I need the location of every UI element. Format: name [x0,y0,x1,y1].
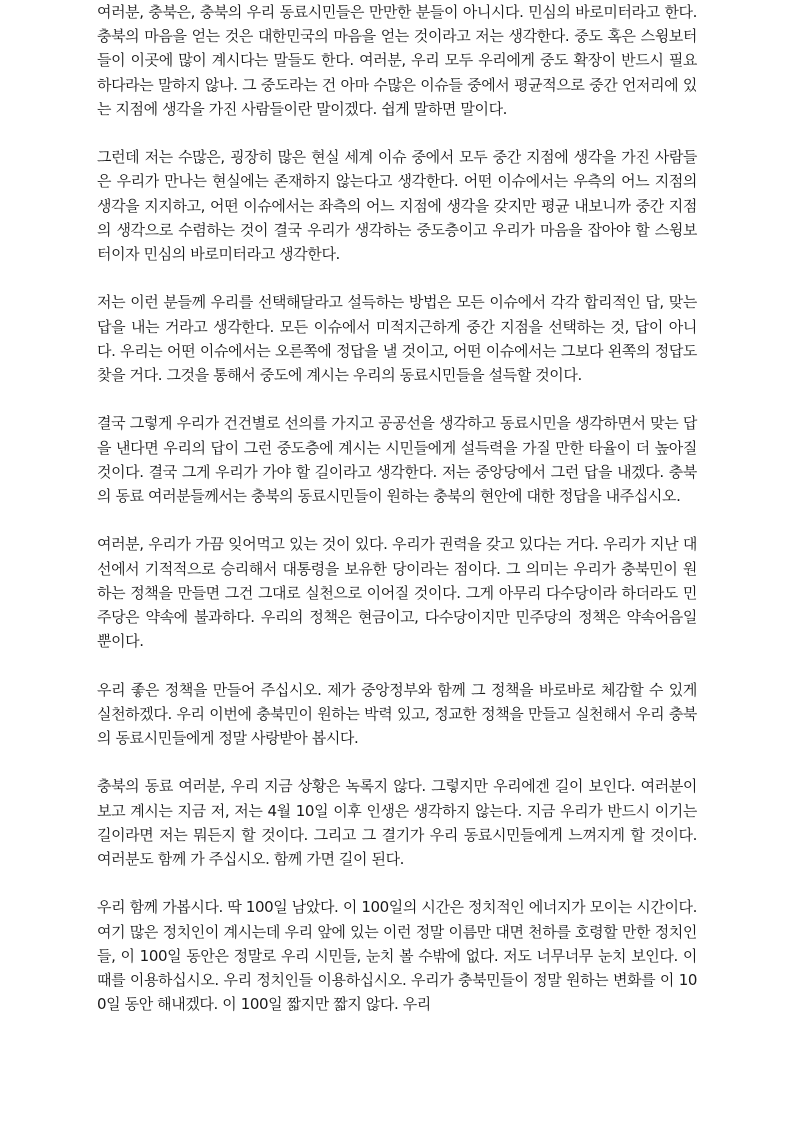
paragraph: 우리 함께 가봅시다. 딱 100일 남았다. 이 100일의 시간은 정치적인 에너지가 모이는 시간이다. 여기 많은 정치인이 계시는데 우리 앞에 있는 이런 정말 이름만 대면 천하를 호령할 만한 정치인들, 이 100일 동안은 정말로 우리 시민들, 눈치 볼 수밖에 없다. 저도 너무너무 눈치 보인다. 이때를 이용하십시오. 우리 정치인들 이용하십시오. 우리가 충북민들이 정말 원하는 변화를 이 100일 동안 해내겠다. 이 100일 짧지만 짧지 않다. 우리 [97,898,697,1014]
paragraph: 결국 그렇게 우리가 건건별로 선의를 가지고 공공선을 생각하고 동료시민을 생각하면서 맞는 답을 낸다면 우리의 답이 그런 중도층에 계시는 시민들에게 설득력을 가질 만한 타율이 더 높아질 것이다. 결국 그게 우리가 가야 할 길이라고 생각한다. 저는 중앙당에서 그런 답을 내겠다. 충북의 동료 여러분들께서는 충북의 동료시민들이 원하는 충북의 현안에 대한 정답을 내주십시오. [97,414,697,506]
paragraph: 저는 이런 분들께 우리를 선택해달라고 설득하는 방법은 모든 이슈에서 각각 합리적인 답, 맞는 답을 내는 거라고 생각한다. 모든 이슈에서 미적지근하게 중간 지점을 선택하는 것, 답이 아니다. 우리는 어떤 이슈에서는 오른쪽에 정답을 낼 것이고, 어떤 이슈에서는 그보다 왼쪽의 정답도 찾을 거다. 그것을 통해서 중도에 계시는 우리의 동료시민들을 설득할 것이다. [97,293,697,385]
paragraph: 충북의 동료 여러분, 우리 지금 상황은 녹록지 않다. 그렇지만 우리에겐 길이 보인다. 여러분이 보고 계시는 지금 저, 저는 4월 10일 이후 인생은 생각하지 않는다. 지금 우리가 반드시 이기는 길이라면 저는 뭐든지 할 것이다. 그리고 그 결기가 우리 동료시민들에게 느껴지게 할 것이다. 여러분도 함께 가 주십시오. 함께 가면 길이 된다. [97,777,697,869]
paragraph: 여러분, 충북은, 충북의 우리 동료시민들은 만만한 분들이 아니시다. 민심의 바로미터라고 한다. 충북의 마음을 얻는 것은 대한민국의 마음을 얻는 것이라고 저는 생각한다. 중도 혹은 스윙보터들이 이곳에 많이 계시다는 말들도 한다. 여러분, 우리 모두 우리에게 중도 확장이 반드시 필요하다라는 말하지 않나. 그 중도라는 건 아마 수많은 이슈들 중에서 평균적으로 중간 언저리에 있는 지점에 생각을 가진 사람들이란 말이겠다. 쉽게 말하면 말이다. [97,3,697,118]
paragraph: 그런데 저는 수많은, 굉장히 많은 현실 세계 이슈 중에서 모두 중간 지점에 생각을 가진 사람들은 우리가 만나는 현실에는 존재하지 않는다고 생각한다. 어떤 이슈에서는 우측의 어느 지점의 생각을 지지하고, 어떤 이슈에서는 좌측의 어느 지점에 생각을 갖지만 평균 내보니까 중간 지점의 생각으로 수렴하는 것이 결국 우리가 생각하는 중도층이고 우리가 마음을 잡아야 할 스윙보터이자 민심의 바로미터라고 생각한다. [97,148,697,264]
document-body [97,0,697,1041]
paragraph: 우리 좋은 정책을 만들어 주십시오. 제가 중앙정부와 함께 그 정책을 바로바로 체감할 수 있게 실천하겠다. 우리 이번에 충북민이 원하는 박력 있고, 정교한 정책을 만들고 실천해서 우리 충북의 동료시민들에게 정말 사랑받아 봅시다. [97,680,697,748]
paragraph: 여러분, 우리가 가끔 잊어먹고 있는 것이 있다. 우리가 권력을 갖고 있다는 거다. 우리가 지난 대선에서 기적적으로 승리해서 대통령을 보유한 당이라는 점이다. 그 의미는 우리가 충북민이 원하는 정책을 만들면 그건 그대로 실천으로 이어질 것이다. 그게 아무리 다수당이라 하더라도 민주당은 약속에 불과하다. 우리의 정책은 현금이고, 다수당이지만 민주당의 정책은 약속어음일 뿐이다. [97,535,697,651]
